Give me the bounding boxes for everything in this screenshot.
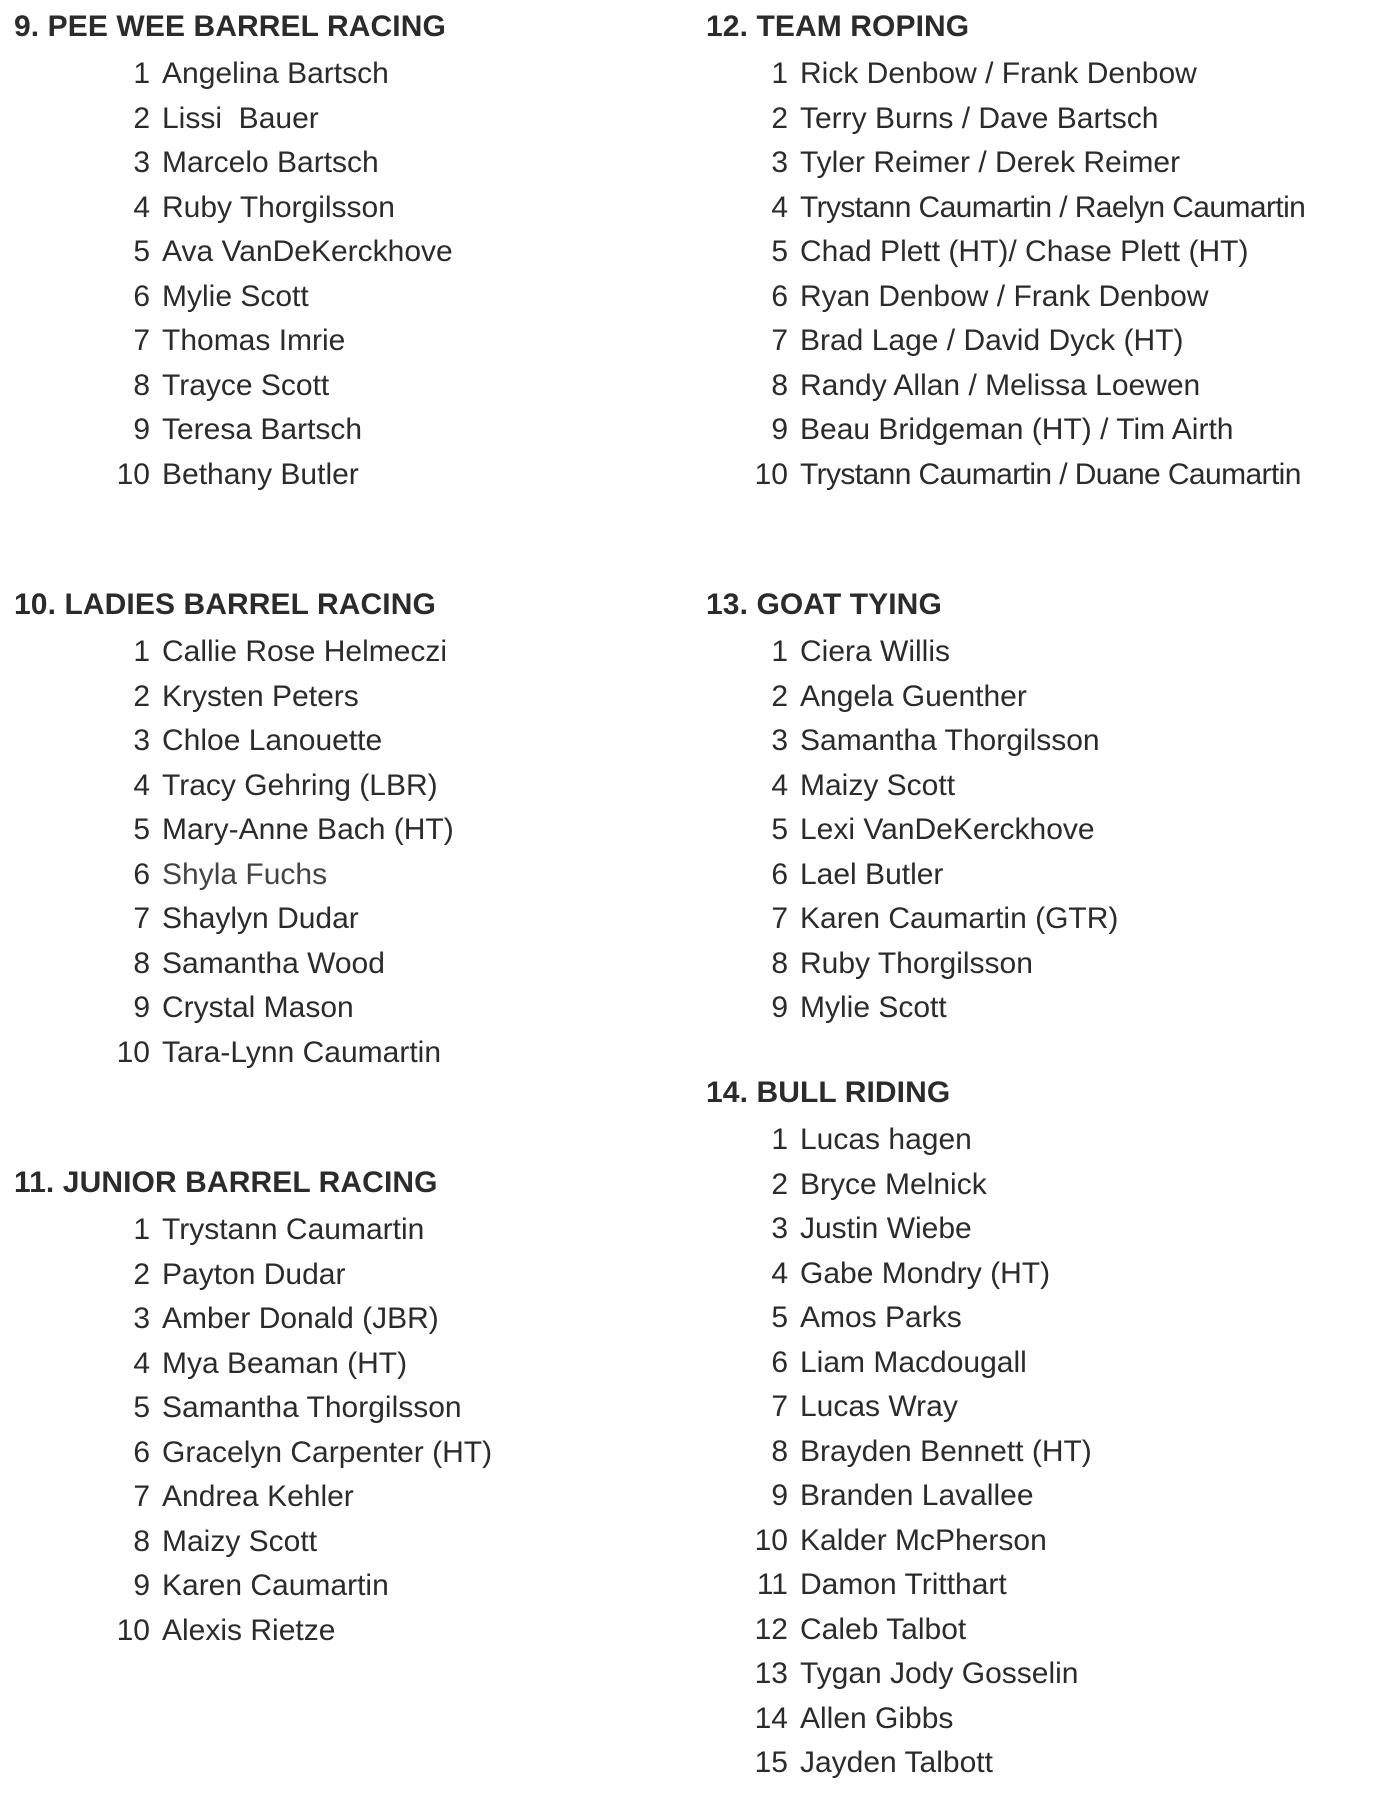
rank: 5 bbox=[133, 813, 150, 846]
competitor-name: Shaylyn Dudar bbox=[162, 902, 359, 935]
rank: 7 bbox=[771, 902, 788, 935]
rank: 3 bbox=[771, 1212, 788, 1245]
result-row bbox=[706, 1612, 1092, 1657]
rank: 3 bbox=[133, 1302, 150, 1335]
section-heading: 13. GOAT TYING bbox=[706, 588, 942, 621]
competitor-name: Lissi Bauer bbox=[162, 101, 319, 135]
result-row bbox=[706, 679, 1118, 724]
rank: 5 bbox=[771, 235, 788, 268]
rank: 6 bbox=[771, 279, 788, 313]
competitor-name: Branden Lavallee bbox=[800, 1479, 1034, 1512]
rank: 4 bbox=[771, 190, 788, 224]
competitor-name: Bethany Butler bbox=[162, 457, 359, 491]
result-row bbox=[14, 1257, 492, 1302]
result-row bbox=[14, 1301, 492, 1346]
section-junior-barrel-racing bbox=[14, 1168, 492, 1657]
result-row bbox=[14, 1435, 492, 1480]
competitor-name: Mya Beaman (HT) bbox=[162, 1346, 408, 1380]
result-row bbox=[14, 1613, 492, 1658]
rank: 14 bbox=[754, 1701, 788, 1735]
result-row bbox=[706, 812, 1118, 857]
competitor-name: Lucas hagen bbox=[800, 1123, 972, 1156]
competitor-name: Ryan Denbow / Frank Denbow bbox=[800, 279, 1209, 313]
result-row bbox=[14, 145, 453, 190]
result-row bbox=[706, 857, 1118, 902]
competitor-name: Rick Denbow / Frank Denbow bbox=[800, 57, 1197, 90]
rank: 3 bbox=[133, 146, 150, 179]
competitor-name: Lael Butler bbox=[800, 857, 944, 891]
competitor-name: Krysten Peters bbox=[162, 679, 359, 713]
competitor-name: Maizy Scott bbox=[800, 768, 956, 802]
rank: 9 bbox=[133, 413, 150, 446]
results-list bbox=[14, 1212, 492, 1657]
result-row bbox=[14, 634, 454, 679]
competitor-name: Samantha Thorgilsson bbox=[800, 724, 1100, 757]
section-team-roping bbox=[706, 12, 1305, 501]
rank: 6 bbox=[771, 857, 788, 891]
competitor-name: Tyler Reimer / Derek Reimer bbox=[800, 146, 1181, 179]
rank: 3 bbox=[133, 724, 150, 757]
rank: 2 bbox=[771, 101, 788, 135]
result-row bbox=[706, 768, 1118, 813]
rank: 2 bbox=[771, 679, 788, 713]
result-row bbox=[14, 1568, 492, 1613]
section-goat-tying bbox=[706, 590, 1118, 1035]
competitor-name: Shyla Fuchs bbox=[162, 857, 328, 891]
result-row bbox=[706, 457, 1305, 502]
competitor-name: Kalder McPherson bbox=[800, 1523, 1047, 1557]
result-row bbox=[706, 1167, 1092, 1212]
result-row bbox=[14, 1346, 492, 1391]
result-row bbox=[706, 1300, 1092, 1345]
rank: 8 bbox=[133, 368, 150, 402]
result-row bbox=[14, 812, 454, 857]
rank: 2 bbox=[133, 101, 150, 135]
section-heading: 12. TEAM ROPING bbox=[706, 10, 970, 43]
rank: 15 bbox=[754, 1746, 788, 1779]
result-row bbox=[706, 1389, 1092, 1434]
competitor-name: Ciera Willis bbox=[800, 635, 950, 668]
result-row bbox=[14, 1212, 492, 1257]
competitor-name: Angelina Bartsch bbox=[162, 57, 389, 90]
result-row bbox=[706, 368, 1305, 413]
competitor-name: Karen Caumartin (GTR) bbox=[800, 902, 1119, 935]
competitor-name: Payton Dudar bbox=[162, 1257, 346, 1291]
result-row bbox=[706, 990, 1118, 1035]
section-heading: 10. LADIES BARREL RACING bbox=[14, 588, 436, 621]
rank: 8 bbox=[133, 1524, 150, 1558]
competitor-name: Andrea Kehler bbox=[162, 1480, 354, 1513]
rank: 11 bbox=[756, 1568, 788, 1601]
competitor-name: Justin Wiebe bbox=[800, 1212, 972, 1245]
result-row bbox=[706, 634, 1118, 679]
rank: 4 bbox=[133, 1346, 150, 1380]
rank: 5 bbox=[133, 1391, 150, 1424]
rank: 2 bbox=[133, 679, 150, 713]
rank: 7 bbox=[133, 324, 150, 357]
competitor-name: Teresa Bartsch bbox=[162, 413, 363, 446]
result-row bbox=[706, 1211, 1092, 1256]
competitor-name: Chloe Lanouette bbox=[162, 724, 383, 757]
competitor-name: Randy Allan / Melissa Loewen bbox=[800, 368, 1201, 402]
rank: 3 bbox=[771, 146, 788, 179]
rank: 10 bbox=[754, 457, 788, 491]
rank: 4 bbox=[133, 768, 150, 802]
results-list bbox=[706, 56, 1305, 501]
result-row bbox=[14, 56, 453, 101]
competitor-name: Mylie Scott bbox=[162, 279, 309, 313]
result-row bbox=[14, 990, 454, 1035]
competitor-name: Samantha Wood bbox=[162, 946, 385, 980]
competitor-name: Alexis Rietze bbox=[162, 1613, 336, 1647]
rank: 8 bbox=[771, 946, 788, 980]
results-list bbox=[14, 56, 453, 501]
rank: 5 bbox=[133, 235, 150, 268]
result-row bbox=[706, 946, 1118, 991]
competitor-name: Callie Rose Helmeczi bbox=[162, 635, 448, 668]
rank: 6 bbox=[133, 279, 150, 313]
rank: 1 bbox=[133, 635, 150, 668]
competitor-name: Tygan Jody Gosselin bbox=[800, 1657, 1079, 1690]
result-row bbox=[14, 857, 454, 902]
competitor-name: Ruby Thorgilsson bbox=[162, 190, 395, 224]
competitor-name: Marcelo Bartsch bbox=[162, 146, 379, 179]
rank: 8 bbox=[771, 1434, 788, 1468]
rank: 3 bbox=[771, 724, 788, 757]
rank: 8 bbox=[771, 368, 788, 402]
result-row bbox=[14, 323, 453, 368]
result-row bbox=[706, 1567, 1092, 1612]
competitor-name: Beau Bridgeman (HT) / Tim Airth bbox=[800, 413, 1234, 446]
result-row bbox=[14, 723, 454, 768]
result-row bbox=[706, 1656, 1092, 1701]
result-row bbox=[706, 190, 1305, 235]
section-bull-riding bbox=[706, 1078, 1092, 1790]
competitor-name: Liam Macdougall bbox=[800, 1345, 1027, 1379]
competitor-name: Gabe Mondry (HT) bbox=[800, 1256, 1051, 1290]
rank: 9 bbox=[771, 413, 788, 446]
result-row bbox=[14, 457, 453, 502]
rank: 9 bbox=[133, 991, 150, 1024]
rank: 2 bbox=[133, 1257, 150, 1291]
competitor-name: Amber Donald (JBR) bbox=[162, 1302, 439, 1335]
result-row bbox=[706, 412, 1305, 457]
result-row bbox=[14, 1479, 492, 1524]
result-row bbox=[14, 901, 454, 946]
rank: 6 bbox=[133, 857, 150, 891]
result-row bbox=[706, 1434, 1092, 1479]
rank: 9 bbox=[771, 991, 788, 1024]
rank: 13 bbox=[754, 1657, 788, 1690]
rank: 9 bbox=[133, 1569, 150, 1602]
competitor-name: Maizy Scott bbox=[162, 1524, 318, 1558]
section-heading: 11. JUNIOR BARREL RACING bbox=[14, 1166, 438, 1199]
competitor-name: Karen Caumartin bbox=[162, 1569, 389, 1602]
results-list bbox=[706, 1122, 1092, 1790]
result-row bbox=[706, 1701, 1092, 1746]
rank: 7 bbox=[133, 902, 150, 935]
rank: 5 bbox=[771, 813, 788, 846]
competitor-name: Trystann Caumartin / Raelyn Caumartin bbox=[800, 190, 1306, 224]
competitor-name: Crystal Mason bbox=[162, 991, 354, 1024]
results-list bbox=[706, 634, 1118, 1035]
rank: 12 bbox=[754, 1612, 788, 1646]
result-row bbox=[706, 1745, 1092, 1790]
result-row bbox=[14, 1390, 492, 1435]
rank: 4 bbox=[771, 768, 788, 802]
result-row bbox=[706, 101, 1305, 146]
rank: 4 bbox=[771, 1256, 788, 1290]
competitor-name: Lucas Wray bbox=[800, 1390, 958, 1423]
result-row bbox=[706, 234, 1305, 279]
rank: 7 bbox=[133, 1480, 150, 1513]
rank: 9 bbox=[771, 1479, 788, 1512]
section-heading: 14. BULL RIDING bbox=[706, 1076, 951, 1109]
rank: 6 bbox=[771, 1345, 788, 1379]
rank: 1 bbox=[771, 57, 788, 90]
competitor-name: Allen Gibbs bbox=[800, 1701, 954, 1735]
competitor-name: Angela Guenther bbox=[800, 679, 1027, 713]
competitor-name: Trystann Caumartin bbox=[162, 1213, 425, 1246]
section-pee-wee-barrel-racing bbox=[14, 12, 453, 501]
competitor-name: Tracy Gehring (LBR) bbox=[162, 768, 438, 802]
competitor-name: Trystann Caumartin / Duane Caumartin bbox=[800, 457, 1301, 491]
competitor-name: Ava VanDeKerckhove bbox=[162, 235, 453, 268]
result-row bbox=[14, 368, 453, 413]
result-row bbox=[706, 1523, 1092, 1568]
competitor-name: Brayden Bennett (HT) bbox=[800, 1434, 1092, 1468]
result-row bbox=[706, 901, 1118, 946]
result-row bbox=[14, 1524, 492, 1569]
rank: 1 bbox=[771, 635, 788, 668]
result-row bbox=[706, 1256, 1092, 1301]
result-row bbox=[14, 412, 453, 457]
rank: 4 bbox=[133, 190, 150, 224]
rank: 5 bbox=[771, 1301, 788, 1334]
result-row bbox=[14, 1035, 454, 1080]
result-row bbox=[706, 1478, 1092, 1523]
result-row bbox=[706, 279, 1305, 324]
result-row bbox=[14, 279, 453, 324]
result-row bbox=[14, 946, 454, 991]
result-row bbox=[706, 145, 1305, 190]
result-row bbox=[706, 323, 1305, 368]
rank: 1 bbox=[771, 1123, 788, 1156]
section-ladies-barrel-racing bbox=[14, 590, 454, 1079]
rank: 7 bbox=[771, 1390, 788, 1423]
result-row bbox=[14, 679, 454, 724]
rank: 8 bbox=[133, 946, 150, 980]
competitor-name: Terry Burns / Dave Bartsch bbox=[800, 101, 1159, 135]
rank: 2 bbox=[771, 1167, 788, 1201]
result-row bbox=[706, 1122, 1092, 1167]
result-row bbox=[14, 101, 453, 146]
competitor-name: Caleb Talbot bbox=[800, 1612, 967, 1646]
competitor-name: Mylie Scott bbox=[800, 991, 947, 1024]
section-heading: 9. PEE WEE BARREL RACING bbox=[14, 10, 446, 43]
competitor-name: Bryce Melnick bbox=[800, 1167, 987, 1201]
result-row bbox=[14, 768, 454, 813]
result-row bbox=[706, 1345, 1092, 1390]
competitor-name: Brad Lage / David Dyck (HT) bbox=[800, 324, 1184, 357]
competitor-name: Ruby Thorgilsson bbox=[800, 946, 1033, 980]
competitor-name: Thomas Imrie bbox=[162, 324, 346, 357]
competitor-name: Trayce Scott bbox=[162, 368, 330, 402]
result-row bbox=[706, 56, 1305, 101]
competitor-name: Chad Plett (HT)/ Chase Plett (HT) bbox=[800, 235, 1249, 268]
rank: 10 bbox=[116, 1613, 150, 1647]
competitor-name: Lexi VanDeKerckhove bbox=[800, 813, 1095, 846]
result-row bbox=[14, 190, 453, 235]
rank: 7 bbox=[771, 324, 788, 357]
rank: 6 bbox=[133, 1435, 150, 1469]
competitor-name: Gracelyn Carpenter (HT) bbox=[162, 1435, 493, 1469]
rank: 10 bbox=[116, 457, 150, 491]
competitor-name: Mary-Anne Bach (HT) bbox=[162, 813, 454, 846]
competitor-name: Damon Tritthart bbox=[800, 1568, 1007, 1601]
rank: 10 bbox=[754, 1523, 788, 1557]
rank: 10 bbox=[116, 1035, 150, 1069]
results-list bbox=[14, 634, 454, 1079]
rank: 1 bbox=[133, 57, 150, 90]
competitor-name: Amos Parks bbox=[800, 1301, 962, 1334]
result-row bbox=[14, 234, 453, 279]
rank: 1 bbox=[133, 1213, 150, 1246]
result-row bbox=[706, 723, 1118, 768]
competitor-name: Samantha Thorgilsson bbox=[162, 1391, 462, 1424]
competitor-name: Jayden Talbott bbox=[800, 1746, 993, 1779]
competitor-name: Tara-Lynn Caumartin bbox=[162, 1035, 442, 1069]
